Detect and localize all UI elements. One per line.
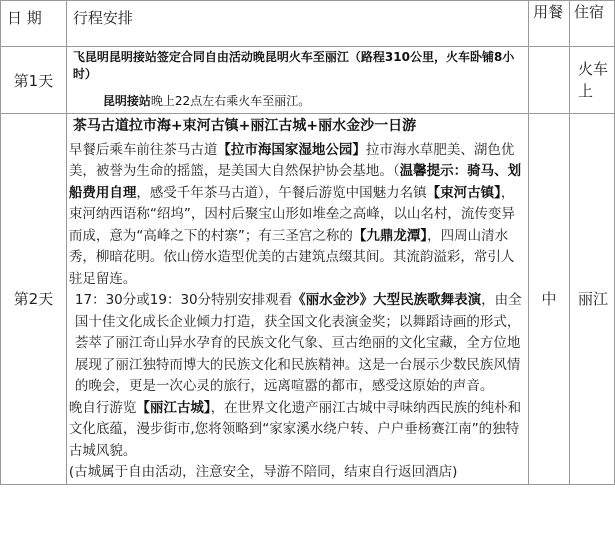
day2-p1-g: ，束河纳西语称“绍坞”，因村后聚宝山形如堆垒之高峰，以山名村，流传变异而成，意为“高峰之下的村寨”；有三圣宫之称的 bbox=[68, 184, 515, 244]
header-stay: 住宿 bbox=[570, 1, 615, 47]
day2-p2-a: 17：30分或19：30分特别安排观看 bbox=[74, 292, 293, 308]
day2-row bbox=[1, 114, 615, 485]
day2-paragraph-1 bbox=[69, 140, 524, 291]
day2-p2-c: ，由全国十佳文化成长企业倾力打造，获全国文化表演金奖；以舞蹈诗画的形式，荟萃了丽江奇山异水孕育的民族文化气象、亘古绝丽的文化宝藏，全方位地展现了丽江独特而博大的民族文化和民族精神。这是一台展示少数民族风情的晚会，更是一次心灵的旅行，远离喧嚣的都市，感受这原始的声音。 bbox=[74, 292, 522, 394]
day2-p1-h: 【九鼎龙潭】 bbox=[352, 227, 428, 244]
day2-meal: 中 bbox=[529, 114, 570, 485]
header-row bbox=[1, 1, 615, 47]
day1-line1: 飞昆明昆明接站签定合同自由活动晚昆明火车至丽江（路程310公里，火车卧铺8小时） bbox=[72, 50, 515, 81]
header-meal: 用餐 bbox=[529, 1, 570, 47]
day2-p1-c: 拉市海水草肥美、湖色优美，被誉为生命的摇篮，是美国大自然保护协会基地。（ bbox=[68, 141, 515, 179]
day1-line2 bbox=[73, 93, 528, 110]
day1-stay: 火车上 bbox=[570, 47, 615, 114]
day2-label: 第2天 bbox=[1, 114, 67, 485]
day2-p1-f: 【束河古镇】 bbox=[426, 184, 501, 201]
day1-plan bbox=[66, 47, 528, 114]
day2-p1-a: 早餐后乘车前往茶马古道 bbox=[68, 141, 218, 158]
day1-line2-rest: 晚上22点左右乘火车至丽江。 bbox=[150, 94, 311, 108]
day2-p3-b: 【丽江古城】 bbox=[136, 399, 211, 416]
day2-stay: 丽江 bbox=[570, 114, 615, 485]
day2-title: 茶马古道拉市海+束河古镇+丽江古城+丽水金沙一日游 bbox=[72, 118, 417, 134]
day2-p1-b: 【拉市海国家湿地公园】 bbox=[217, 141, 366, 158]
day1-meal bbox=[529, 47, 570, 114]
day2-plan bbox=[66, 114, 528, 485]
day2-p1-d: 温馨提示：骑马、划船费用自理 bbox=[68, 163, 522, 201]
day1-line2-bold: 昆明接站 bbox=[102, 94, 151, 108]
day2-p3-a: 晚自行游览 bbox=[68, 399, 137, 416]
day1-row bbox=[1, 47, 615, 114]
day2-paragraph-3 bbox=[69, 398, 524, 463]
day2-paragraph-4: (古城属于自由活动，注意安全，导游不陪同，结束自行返回酒店) bbox=[68, 464, 458, 480]
day2-p1-i: ，四周山清水秀，柳暗花明。依山傍水造型优美的古建筑点缀其间。其流韵溢彩，常引人驻足留连。 bbox=[68, 227, 515, 287]
day2-paragraph-2 bbox=[69, 290, 524, 398]
header-plan: 行程安排 bbox=[66, 1, 528, 47]
day2-p1-e: ，感受千年茶马古道），午餐后游览中国魅力名镇 bbox=[136, 184, 427, 201]
header-date: 日 期 bbox=[1, 1, 67, 47]
day2-p2-b: 《丽水金沙》大型民族歌舞表演 bbox=[292, 292, 482, 308]
day2-p3-c: ，在世界文化遗产丽江古城中寻味纳西民族的纯朴和文化底蕴，漫步街市,您将领略到“家家溪水绕户转、户户垂杨赛江南”的独特古城风貌。 bbox=[68, 399, 522, 459]
day1-label: 第1天 bbox=[1, 47, 67, 114]
